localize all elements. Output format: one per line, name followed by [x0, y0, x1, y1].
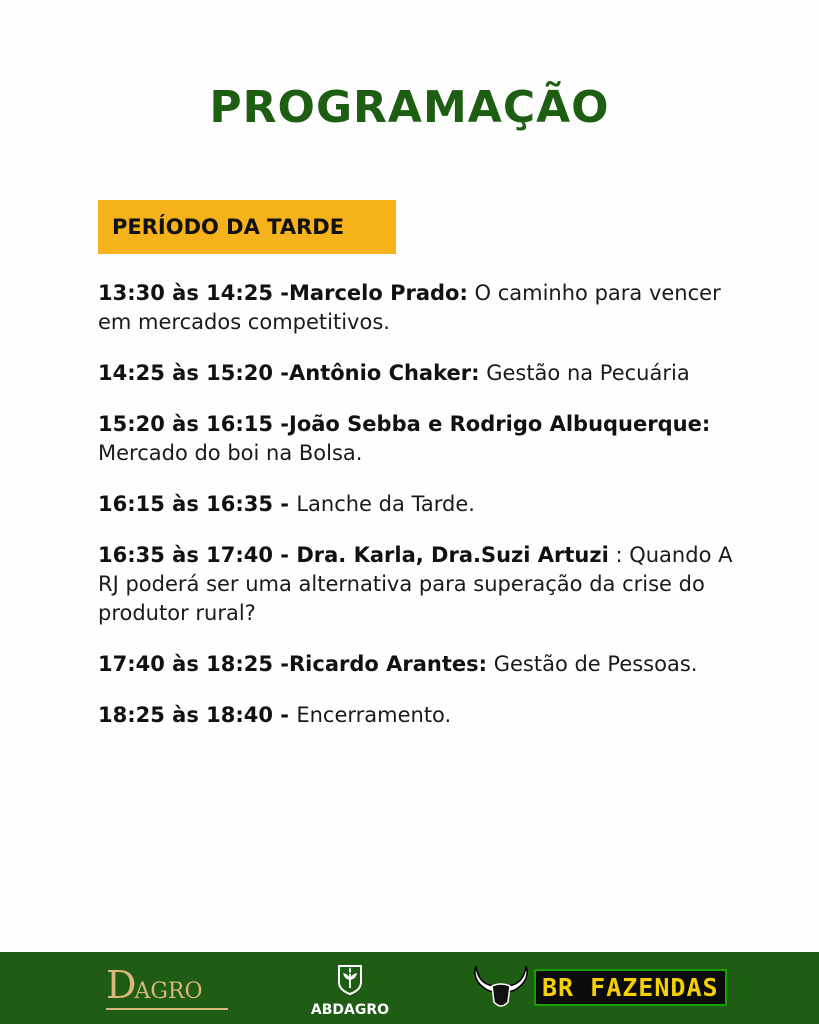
schedule-description: O caminho para vencer em mercados competitivos. — [98, 281, 721, 334]
sponsor-footer — [0, 952, 819, 1024]
schedule-item — [98, 359, 758, 388]
dagro-logo-rule — [106, 1008, 228, 1010]
abdagro-logo-text: ABDAGRO — [310, 1002, 390, 1018]
schedule-description: Gestão na Pecuária — [479, 361, 690, 385]
schedule-time: 17:40 às 18:25 - — [98, 652, 290, 676]
schedule-time: 18:25 às 18:40 - — [98, 703, 297, 727]
dagro-logo-text: AGRO — [134, 979, 203, 1004]
schedule-list — [98, 279, 758, 752]
bull-horns-icon — [472, 962, 530, 1012]
schedule-time: 16:15 às 16:35 - — [98, 492, 297, 516]
schedule-item — [98, 410, 758, 468]
schedule-time: 14:25 às 15:20 - — [98, 361, 290, 385]
period-label: PERÍODO DA TARDE — [112, 215, 345, 239]
schedule-time: 13:30 às 14:25 - — [98, 281, 290, 305]
schedule-item — [98, 701, 758, 730]
schedule-speaker: Marcelo Prado: — [289, 281, 468, 305]
schedule-item — [98, 490, 758, 519]
schedule-speaker: João Sebba e Rodrigo Albuquerque: — [289, 412, 711, 436]
schedule-speaker: Antônio Chaker: — [289, 361, 480, 385]
schedule-time: 16:35 às 17:40 - — [98, 543, 297, 567]
schedule-speaker: Ricardo Arantes: — [289, 652, 488, 676]
dagro-logo — [106, 963, 203, 1007]
schedule-speaker: Dra. Karla, Dra.Suzi Artuzi — [296, 543, 609, 567]
period-badge — [98, 200, 396, 254]
page-title: PROGRAMAÇÃO — [209, 82, 610, 133]
abdagro-logo — [306, 962, 394, 1018]
schedule-item — [98, 279, 758, 337]
schedule-description: Lanche da Tarde. — [296, 492, 475, 516]
dagro-logo-initial: D — [106, 963, 137, 1007]
schedule-description: : Quando A RJ poderá ser uma alternativa para superação da crise do produtor rural? — [98, 543, 733, 625]
brfazendas-logo — [472, 962, 727, 1012]
schedule-description: Gestão de Pessoas. — [487, 652, 698, 676]
schedule-description: Encerramento. — [296, 703, 452, 727]
brfazendas-logo-text: BR FAZENDAS — [534, 969, 727, 1006]
leaf-badge-icon — [333, 962, 367, 996]
schedule-item — [98, 650, 758, 679]
schedule-item — [98, 541, 758, 628]
schedule-time: 15:20 às 16:15 - — [98, 412, 290, 436]
schedule-description: Mercado do boi na Bolsa. — [98, 441, 363, 465]
